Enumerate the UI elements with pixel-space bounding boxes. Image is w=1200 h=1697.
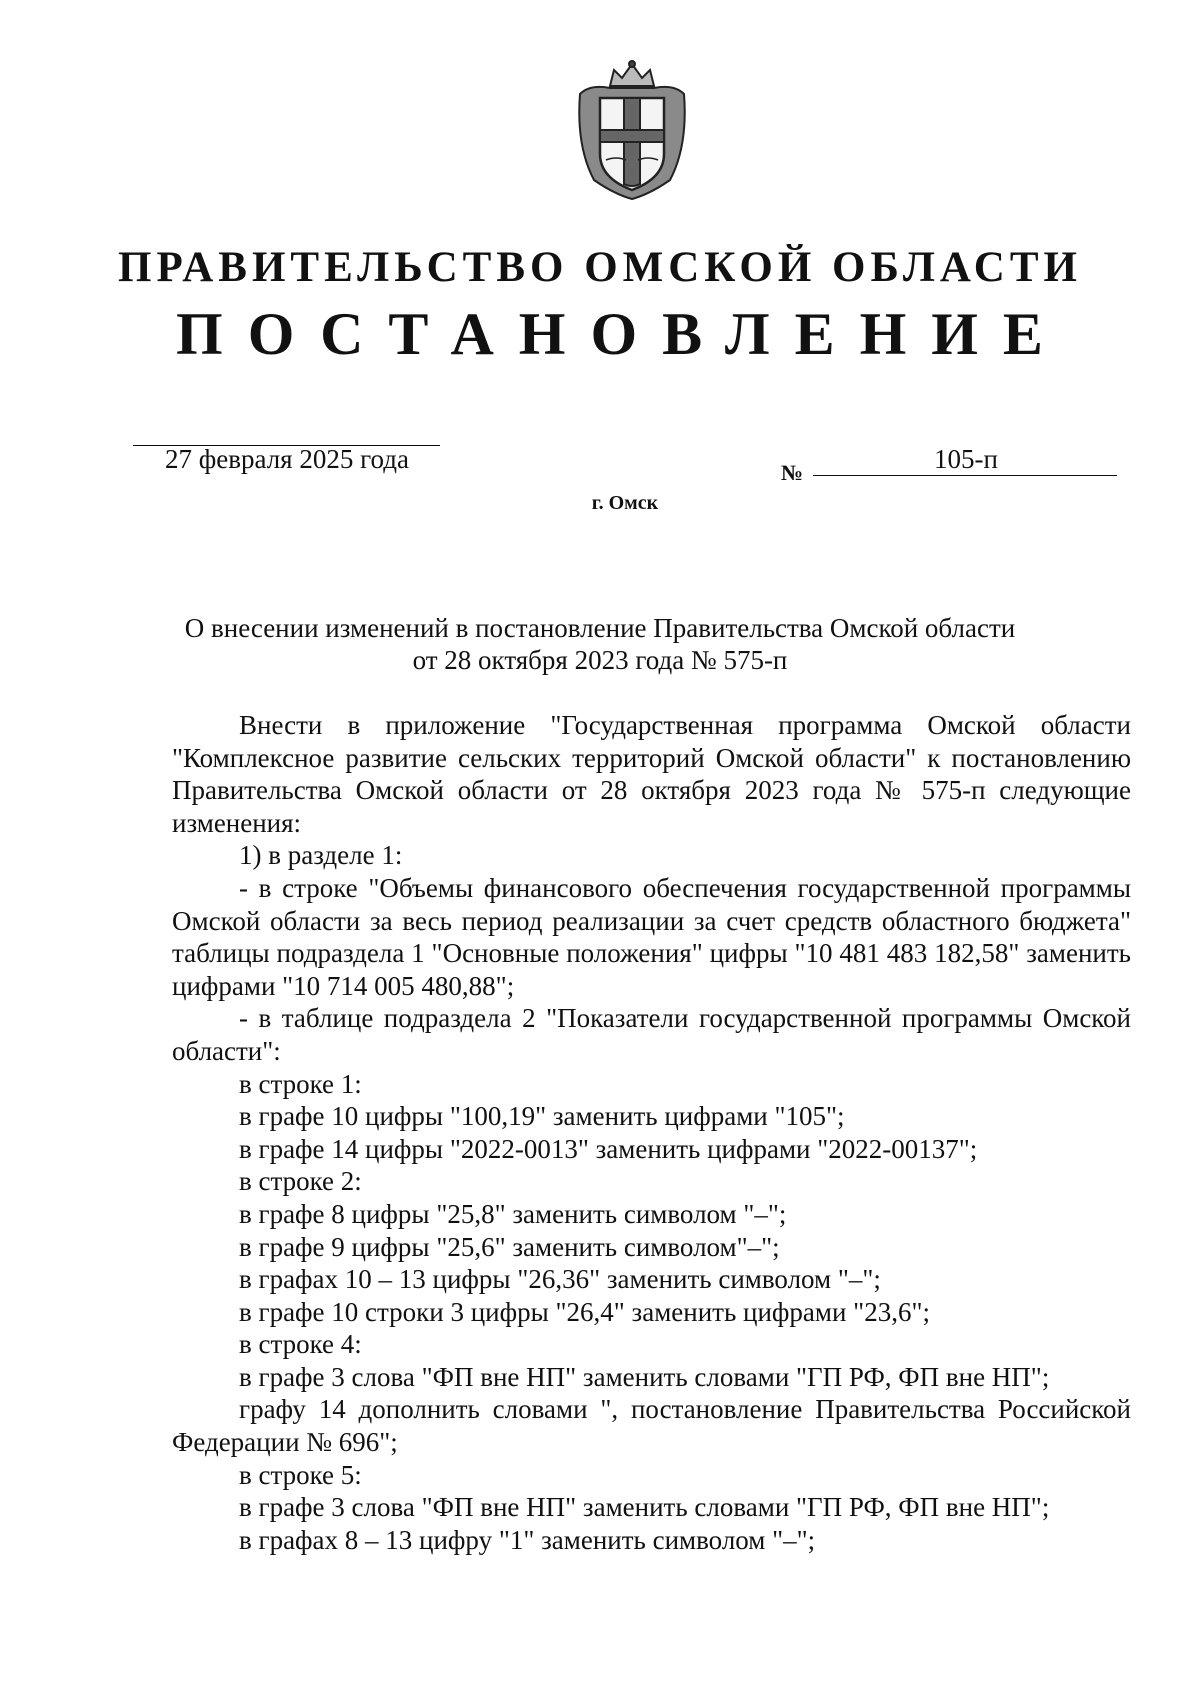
document-date: 27 февраля 2025 года [165,444,409,474]
paragraph-item-1: 1) в разделе 1: [239,840,403,871]
subject-line: О внесении изменений в постановление Правительства Омской области [184,613,1016,643]
document-type: ПОСТАНОВЛЕНИЕ [176,301,1068,367]
number-underline [813,475,1117,476]
government-title: ПРАВИТЕЛЬСТВО ОМСКОЙ ОБЛАСТИ [118,244,1082,291]
document-number: 105-п [934,444,998,474]
paragraph-row-2: в строке 2: [239,1166,362,1197]
paragraph-row-4-col-3: в графе 3 слова "ФП вне НП" заменить словами "ГП РФ, ФП вне НП"; [239,1361,1050,1392]
paragraph-row-5-col-3: в графе 3 слова "ФП вне НП" заменить словами "ГП РФ, ФП вне НП"; [239,1492,1050,1523]
paragraph-row-2-col-8: в графе 8 цифры "25,8" заменить символом "–"; [239,1198,787,1229]
paragraph-volumes: - в строке "Объемы финансового обеспечения государственной программы Омской области за весь период реализации за счет средств областного бюджета" таблицы подраздела 1 "Основные положения" цифры "10 481 483 182,58" заменить цифрами "10 714 005 480,88"; [172,872,1131,1001]
paragraph-row-4: в строке 4: [239,1329,362,1360]
paragraph-row-1-col-10: в графе 10 цифры "100,19" заменить цифрами "105"; [239,1101,845,1132]
paragraph-indicators: - в таблице подраздела 2 "Показатели государственной программы Омской области": [172,1003,1131,1066]
coat-of-arms-icon [570,56,695,201]
date-underline [133,445,440,446]
paragraph-row-1-col-14: в графе 14 цифры "2022-0013" заменить цифрами "2022-00137"; [239,1133,978,1164]
paragraph-row-5: в строке 5: [239,1459,362,1490]
paragraph-row-2-col-10-13: в графах 10 – 13 цифры "26,36" заменить символом "–"; [239,1264,881,1295]
number-sign: № [781,460,804,485]
paragraph-row-2-col-9: в графе 9 цифры "25,6" заменить символом"–"; [239,1231,780,1262]
subject-line: от 28 октября 2023 года № 575-п [412,645,788,675]
paragraph-row-4-col-14: графу 14 дополнить словами ", постановление Правительства Российской Федерации № 696"; [172,1394,1131,1458]
document-body [172,709,1131,1556]
paragraph-row-3-col-10: в графе 10 строки 3 цифры "26,4" заменить цифрами "23,6"; [239,1296,930,1327]
paragraph-row-5-col-8-13: в графах 8 – 13 цифру "1" заменить символом "–"; [239,1524,816,1555]
paragraph-row-1: в строке 1: [239,1068,362,1099]
city: г. Омск [591,492,659,514]
document-subject [0,612,1200,676]
paragraph-intro: Внести в приложение "Государственная программа Омской области "Комплексное развитие сельских территорий Омской области" к постановлению Правительства Омской области от 28 октября 2023 года № 575-п следующие изменения: [172,710,1131,838]
